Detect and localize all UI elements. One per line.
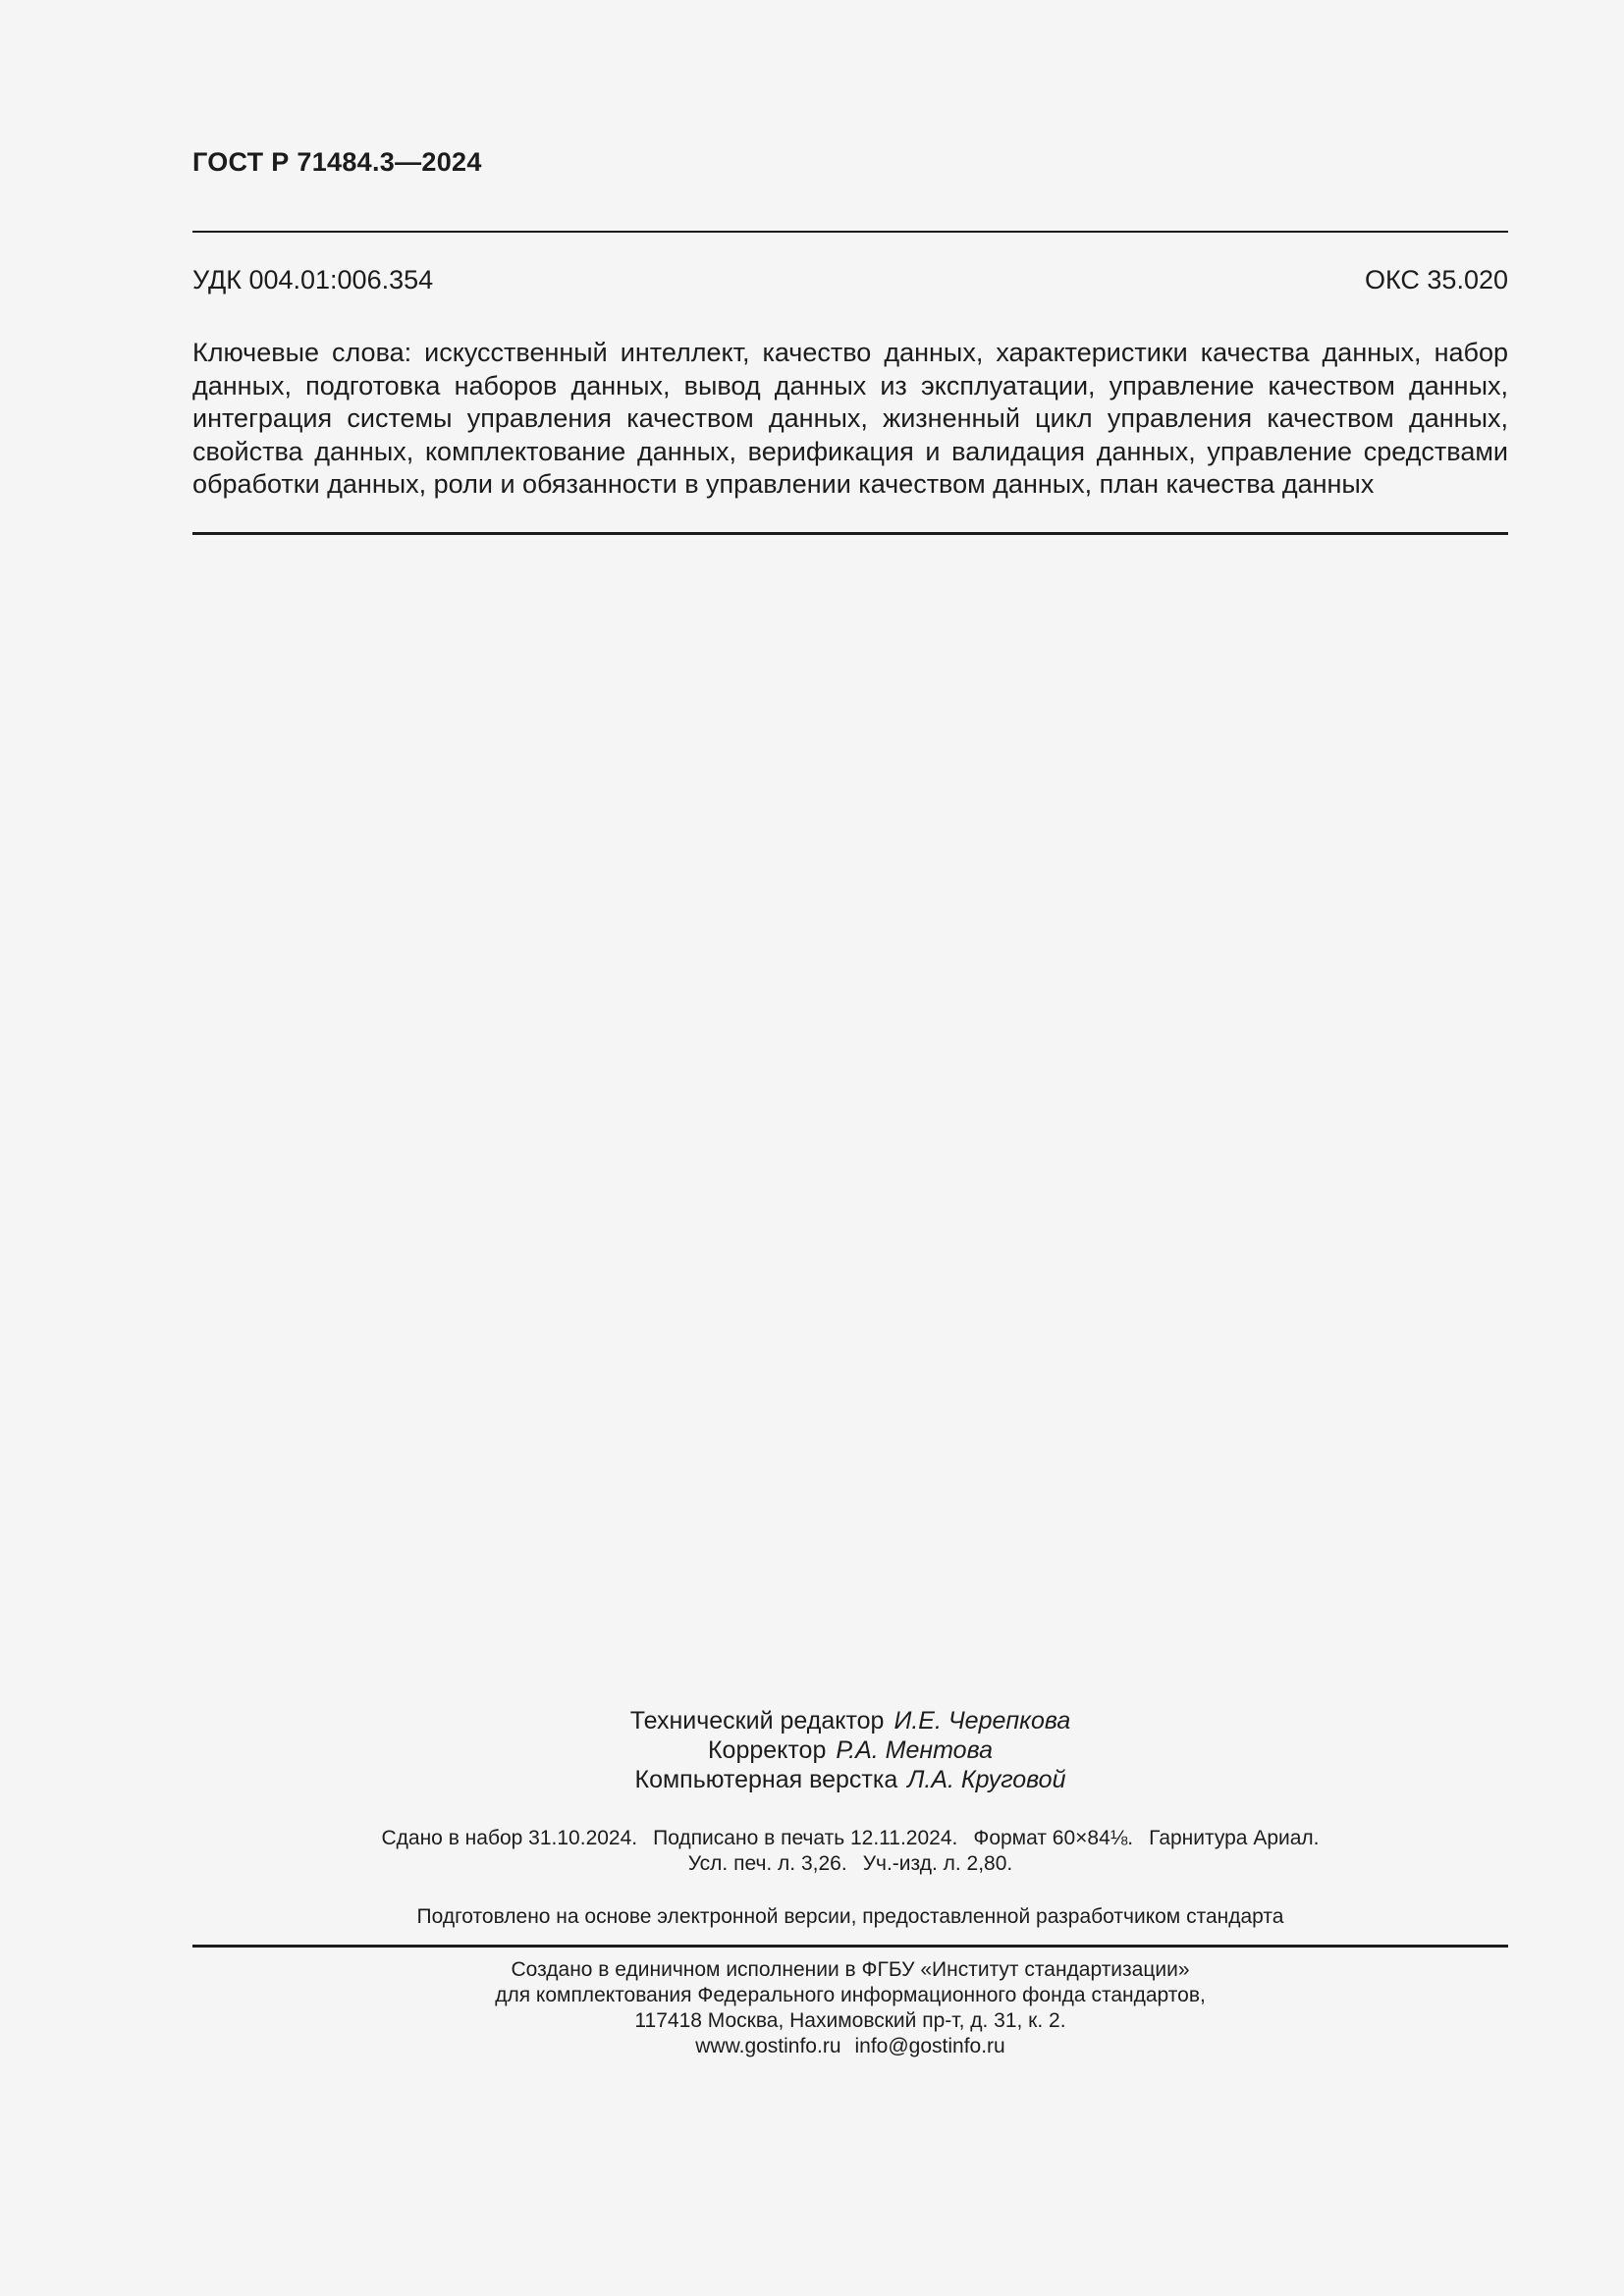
print-info-line-1: [192, 1826, 1508, 1851]
divider-keywords: [192, 532, 1508, 535]
print-info-block: [192, 1826, 1508, 1877]
oks-code: ОКС 35.020: [1364, 265, 1508, 294]
credit-role: Корректор: [707, 1736, 827, 1764]
email-link[interactable]: info@gostinfo.ru: [854, 2035, 1005, 2057]
paper-format: Формат 60×84⅛.: [973, 1827, 1134, 1849]
publisher-line-1: Создано в единичном исполнении в ФГБУ «Институт стандартизации»: [511, 1958, 1190, 1981]
signed-date: Подписано в печать 12.11.2024.: [653, 1827, 958, 1849]
publisher-block: [192, 1957, 1508, 2059]
print-info-line-2: [192, 1851, 1508, 1877]
publisher-address: 117418 Москва, Нахимовский пр-т, д. 31, к. 2.: [634, 2009, 1066, 2032]
submitted-date: Сдано в набор 31.10.2024.: [381, 1827, 638, 1849]
credit-role: Компьютерная верстка: [634, 1766, 898, 1793]
publisher-sheets: Уч.-изд. л. 2,80.: [862, 1852, 1013, 1875]
classification-row: [192, 265, 1508, 295]
credit-line: [192, 1765, 1508, 1794]
credit-name: Р.А. Ментова: [836, 1736, 993, 1764]
divider-top: [192, 231, 1508, 233]
divider-publisher: [192, 1945, 1508, 1948]
publisher-contacts: [192, 2034, 1508, 2059]
udk-code: УДК 004.01:006.354: [192, 265, 434, 294]
prepared-note: Подготовлено на основе электронной версии, предоставленной разработчиком стандарта: [416, 1905, 1284, 1928]
credit-line: [192, 1735, 1508, 1765]
keywords-paragraph: Ключевые слова: искусственный интеллект, качество данных, характеристики качества данных, набор данных, подготовка наборов данных, вывод данных из эксплуатации, управление качеством данных, интеграция системы управления качеством данных, жизненный цикл управления качеством данных, свойства данных, комплектование данных, верификация и валидация данных, управление средствами обработки данных, роли и обязанности в управлении качеством данных, план качества данных: [192, 338, 1508, 499]
document-code: ГОСТ Р 71484.3—2024: [192, 147, 482, 177]
print-sheets: Усл. печ. л. 3,26.: [687, 1852, 847, 1875]
credits-block: [192, 1706, 1508, 1794]
typeface: Гарнитура Ариал.: [1149, 1827, 1320, 1849]
credit-role: Технический редактор: [629, 1707, 885, 1735]
website-link[interactable]: www.gostinfo.ru: [695, 2035, 841, 2057]
publisher-line-2: для комплектования Федерального информационного фонда стандартов,: [495, 1984, 1206, 2006]
credit-line: [192, 1706, 1508, 1735]
credit-name: И.Е. Черепкова: [893, 1707, 1071, 1735]
credit-name: Л.А. Круговой: [907, 1766, 1066, 1793]
